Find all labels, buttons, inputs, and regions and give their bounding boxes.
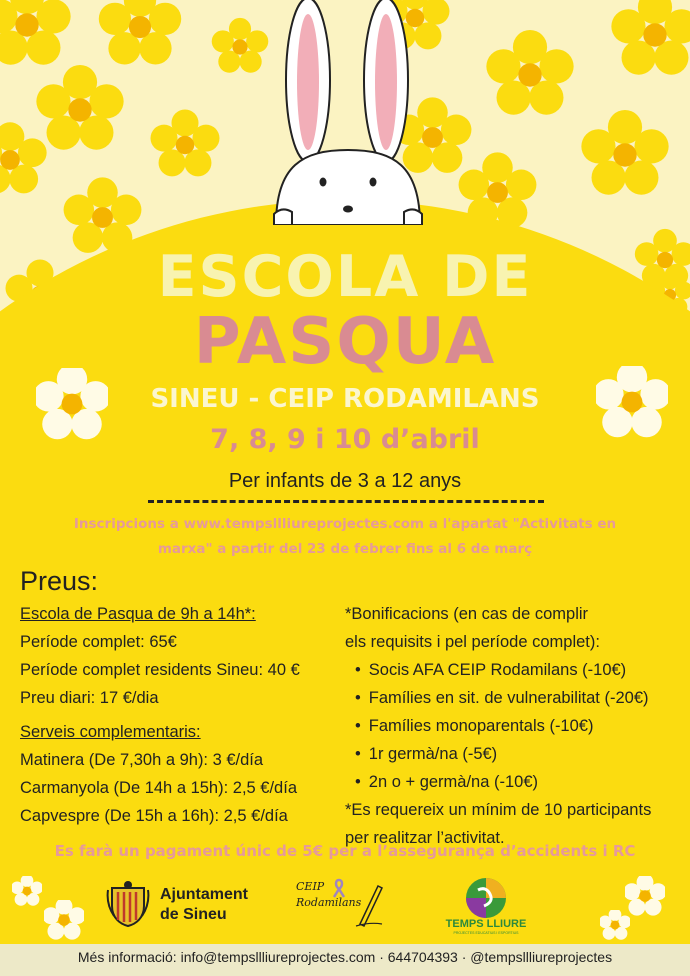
price-item: Preu diari: 17 €/dia: [20, 689, 159, 707]
discount-item: • 1r germà/na (-5€): [345, 740, 651, 768]
ajuntament-logo: [106, 880, 266, 930]
age-range: Per infants de 3 a 12 anys: [228, 470, 462, 492]
pencil-icon: [354, 878, 384, 928]
discount-item: • Socis AFA CEIP Rodamilans (-10€): [345, 656, 651, 684]
discount-item: • Famílies en sit. de vulnerabilitat (-20€): [345, 684, 651, 712]
ceip-line-2: Rodamilans: [296, 896, 362, 909]
flower-icon: [580, 110, 670, 200]
ajuntament-line-1: Ajuntament: [160, 886, 248, 903]
flower-icon: [610, 0, 690, 80]
service-item: Matinera (De 7,30h a 9h): 3 €/día: [20, 751, 264, 769]
flower-icon: [625, 876, 665, 916]
flower-icon: [12, 876, 42, 906]
flower-icon: [0, 120, 50, 200]
flower-icon: [44, 900, 84, 940]
temps-lliure-logo: [436, 876, 536, 936]
globe-icon: [464, 876, 508, 920]
flower-icon: [95, 0, 185, 72]
services-heading: Serveis complementaris:: [20, 723, 201, 741]
discounts-intro-line-2: els requisits i pel període complet):: [345, 633, 600, 651]
school-prices: [20, 600, 300, 712]
discounts-intro-line-1: *Bonificacions (en cas de complir: [345, 605, 589, 623]
complementary-services: [20, 718, 297, 830]
ribbon-icon: [332, 878, 346, 898]
title-line-1: ESCOLA DE: [157, 244, 533, 310]
event-dates: 7, 8, 9 i 10 d’abril: [210, 424, 480, 455]
inscriptions-line-1: Inscripcions a www.tempsllliureprojectes.com a l'apartat "Activitats en: [73, 516, 617, 532]
temps-lliure-title: TEMPS LLIURE: [445, 918, 527, 930]
dashed-divider: [148, 500, 544, 503]
school-prices-heading: Escola de Pasqua de 9h a 14h*:: [20, 605, 256, 623]
insurance-notice: Es farà un pagament únic de 5€ per a l’assegurança d’accidents i RC: [54, 842, 636, 860]
flower-icon: [600, 910, 630, 940]
title-line-2: PASQUA: [193, 305, 497, 379]
discount-item: • Famílies monoparentals (-10€): [345, 712, 651, 740]
temps-lliure-subtitle: PROJECTES EDUCATIUS I ESPORTIUS: [453, 931, 519, 935]
inscriptions-notice: [40, 512, 650, 562]
location-subtitle: SINEU - CEIP RODAMILANS: [150, 384, 540, 414]
minimum-note-line-1: *Es requereix un mínim de 10 participants: [345, 801, 652, 819]
prices-heading: Preus:: [20, 566, 99, 596]
coat-of-arms-icon: [106, 880, 150, 928]
discounts: [345, 600, 651, 852]
inscriptions-line-2: marxa" a partir del 23 de febrer fins al 6 de març: [157, 541, 533, 557]
contact-footer: Més informació: info@tempsllliureprojectes.com · 644704393 · @tempsllliureprojectes: [0, 944, 690, 976]
ceip-line-1: CEIP: [296, 880, 325, 893]
ceip-logo: [292, 876, 392, 936]
minimum-note-line-2: per realitzar l’activitat.: [345, 829, 505, 847]
flower-icon: [205, 12, 275, 82]
price-item: Període complet residents Sineu: 40 €: [20, 661, 300, 679]
ajuntament-line-2: de Sineu: [160, 906, 227, 923]
flower-icon: [145, 105, 225, 185]
price-item: Període complet: 65€: [20, 633, 177, 651]
flower-icon: [0, 0, 72, 70]
service-item: Carmanyola (De 14h a 15h): 2,5 €/día: [20, 779, 297, 797]
bunny-icon: [268, 0, 428, 225]
flower-icon: [485, 30, 575, 120]
discount-item: • 2n o + germà/na (-10€): [345, 768, 651, 796]
service-item: Capvespre (De 15h a 16h): 2,5 €/día: [20, 807, 288, 825]
